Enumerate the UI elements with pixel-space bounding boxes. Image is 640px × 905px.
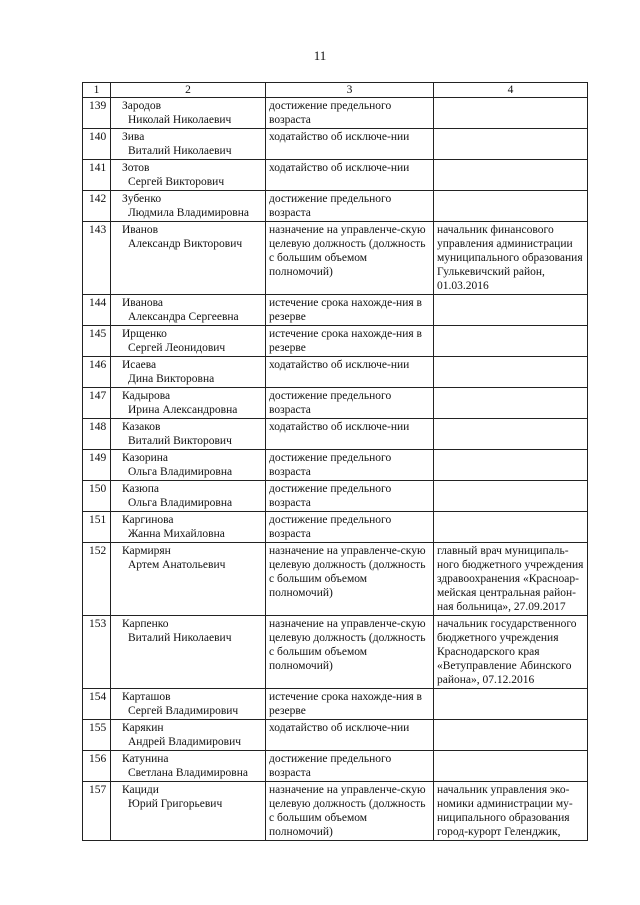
table-row [83, 481, 588, 512]
person-surname: Ирщенко [122, 328, 167, 340]
person-given-names: Сергей Леонидович [128, 342, 226, 354]
person-name-cell [111, 782, 266, 841]
column-number: 4 [434, 83, 588, 98]
exclusion-basis: истечение срока нахожде-ния в резерве [266, 295, 434, 326]
person-given-names: Александр Викторович [128, 238, 243, 250]
person-given-names: Сергей Викторович [128, 176, 225, 188]
row-number: 143 [83, 222, 111, 295]
person-surname: Кармирян [122, 545, 171, 557]
row-number: 144 [83, 295, 111, 326]
person-given-names: Виталий Николаевич [128, 145, 232, 157]
exclusion-basis: ходатайство об исключе-нии [266, 129, 434, 160]
exclusion-basis: назначение на управленче-скую целевую должность (должность с большим объемом полномочий) [266, 222, 434, 295]
person-given-names: Ирина Александровна [128, 404, 238, 416]
column-number: 3 [266, 83, 434, 98]
table-row [83, 129, 588, 160]
row-number: 149 [83, 450, 111, 481]
table-row [83, 512, 588, 543]
person-surname: Казаков [122, 421, 161, 433]
person-given-names: Юрий Григорьевич [128, 798, 223, 810]
person-name-cell [111, 720, 266, 751]
table-row [83, 782, 588, 841]
row-number: 150 [83, 481, 111, 512]
person-surname: Каргинова [122, 514, 174, 526]
row-number: 151 [83, 512, 111, 543]
person-given-names: Андрей Владимирович [128, 736, 242, 748]
person-name-cell [111, 357, 266, 388]
row-number: 154 [83, 689, 111, 720]
person-given-names: Артем Анатольевич [128, 559, 226, 571]
person-surname: Казорина [122, 452, 169, 464]
table-row [83, 222, 588, 295]
row-number: 148 [83, 419, 111, 450]
person-surname: Карташов [122, 691, 171, 703]
person-name-cell [111, 616, 266, 689]
row-number: 142 [83, 191, 111, 222]
appointed-position [434, 357, 588, 388]
appointed-position [434, 191, 588, 222]
person-given-names: Жанна Михайловна [128, 528, 225, 540]
appointed-position: начальник управления эко-номики администрации му-ниципального образования город-курорт Геленджик, [434, 782, 588, 841]
person-surname: Карпенко [122, 618, 169, 630]
person-name-cell [111, 419, 266, 450]
person-surname: Иванов [122, 224, 159, 236]
person-name-cell [111, 450, 266, 481]
person-name-cell [111, 512, 266, 543]
appointed-position [434, 450, 588, 481]
table-row [83, 357, 588, 388]
appointed-position [434, 326, 588, 357]
table-row [83, 720, 588, 751]
appointed-position [434, 720, 588, 751]
person-name-cell [111, 388, 266, 419]
person-name-cell [111, 751, 266, 782]
appointed-position [434, 295, 588, 326]
column-number: 2 [111, 83, 266, 98]
table-row [83, 326, 588, 357]
person-surname: Катунина [122, 753, 169, 765]
table-row [83, 160, 588, 191]
person-surname: Карякин [122, 722, 164, 734]
row-number: 157 [83, 782, 111, 841]
column-number: 1 [83, 83, 111, 98]
exclusion-basis: достижение предельного возраста [266, 450, 434, 481]
person-name-cell [111, 191, 266, 222]
person-given-names: Людмила Владимировна [128, 207, 249, 219]
row-number: 155 [83, 720, 111, 751]
person-surname: Кадырова [122, 390, 171, 402]
exclusion-basis: достижение предельного возраста [266, 512, 434, 543]
appointed-position [434, 160, 588, 191]
exclusion-basis: достижение предельного возраста [266, 388, 434, 419]
person-given-names: Николай Николаевич [128, 114, 232, 126]
appointed-position: начальник государственного бюджетного учреждения Краснодарского края «Ветуправление Абинского района», 07.12.2016 [434, 616, 588, 689]
exclusion-basis: истечение срока нахожде-ния в резерве [266, 326, 434, 357]
row-number: 145 [83, 326, 111, 357]
person-surname: Зотов [122, 162, 150, 174]
reserve-exclusion-table [82, 82, 588, 841]
exclusion-basis: ходатайство об исключе-нии [266, 357, 434, 388]
exclusion-basis: назначение на управленче-скую целевую должность (должность с большим объемом полномочий) [266, 782, 434, 841]
person-given-names: Виталий Викторович [128, 435, 232, 447]
row-number: 139 [83, 98, 111, 129]
row-number: 141 [83, 160, 111, 191]
appointed-position [434, 512, 588, 543]
person-surname: Зародов [122, 100, 162, 112]
appointed-position: начальник финансового управления администрации муниципального образования Гулькевичский район, 01.03.2016 [434, 222, 588, 295]
exclusion-basis: достижение предельного возраста [266, 751, 434, 782]
appointed-position [434, 751, 588, 782]
person-surname: Зубенко [122, 193, 162, 205]
row-number: 156 [83, 751, 111, 782]
appointed-position: главный врач муниципаль-ного бюджетного учреждения здравоохранения «Красноар-мейская центральная район-ная больница», 27.09.2017 [434, 543, 588, 616]
person-name-cell [111, 160, 266, 191]
row-number: 152 [83, 543, 111, 616]
person-name-cell [111, 481, 266, 512]
appointed-position [434, 98, 588, 129]
person-name-cell [111, 326, 266, 357]
row-number: 147 [83, 388, 111, 419]
appointed-position [434, 419, 588, 450]
table-row [83, 689, 588, 720]
appointed-position [434, 388, 588, 419]
exclusion-basis: ходатайство об исключе-нии [266, 419, 434, 450]
person-given-names: Ольга Владимировна [128, 497, 233, 509]
person-name-cell [111, 222, 266, 295]
exclusion-basis: назначение на управленче-скую целевую должность (должность с большим объемом полномочий) [266, 616, 434, 689]
person-name-cell [111, 129, 266, 160]
person-name-cell [111, 689, 266, 720]
person-given-names: Сергей Владимирович [128, 705, 239, 717]
person-given-names: Ольга Владимировна [128, 466, 233, 478]
person-name-cell [111, 98, 266, 129]
appointed-position [434, 129, 588, 160]
person-surname: Исаева [122, 359, 157, 371]
exclusion-basis: ходатайство об исключе-нии [266, 160, 434, 191]
appointed-position [434, 689, 588, 720]
row-number: 153 [83, 616, 111, 689]
person-given-names: Александра Сергеевна [128, 311, 239, 323]
exclusion-basis: истечение срока нахожде-ния в резерве [266, 689, 434, 720]
exclusion-basis: достижение предельного возраста [266, 481, 434, 512]
table-row [83, 98, 588, 129]
exclusion-basis: достижение предельного возраста [266, 191, 434, 222]
table-row [83, 616, 588, 689]
table-row [83, 450, 588, 481]
person-name-cell [111, 543, 266, 616]
row-number: 146 [83, 357, 111, 388]
exclusion-basis: назначение на управленче-скую целевую должность (должность с большим объемом полномочий) [266, 543, 434, 616]
person-given-names: Дина Викторовна [128, 373, 215, 385]
table-row [83, 419, 588, 450]
page-number: 11 [313, 48, 327, 63]
row-number: 140 [83, 129, 111, 160]
table-row [83, 751, 588, 782]
appointed-position [434, 481, 588, 512]
person-name-cell [111, 295, 266, 326]
table-row [83, 191, 588, 222]
table-row [83, 543, 588, 616]
person-surname: Кациди [122, 784, 159, 796]
exclusion-basis: ходатайство об исключе-нии [266, 720, 434, 751]
person-surname: Зива [122, 131, 145, 143]
exclusion-basis: достижение предельного возраста [266, 98, 434, 129]
person-surname: Иванова [122, 297, 163, 309]
column-number-row [83, 83, 588, 98]
table-row [83, 388, 588, 419]
table-row [83, 295, 588, 326]
person-surname: Казюпа [122, 483, 160, 495]
person-given-names: Светлана Владимировна [128, 767, 248, 779]
person-given-names: Виталий Николаевич [128, 632, 232, 644]
